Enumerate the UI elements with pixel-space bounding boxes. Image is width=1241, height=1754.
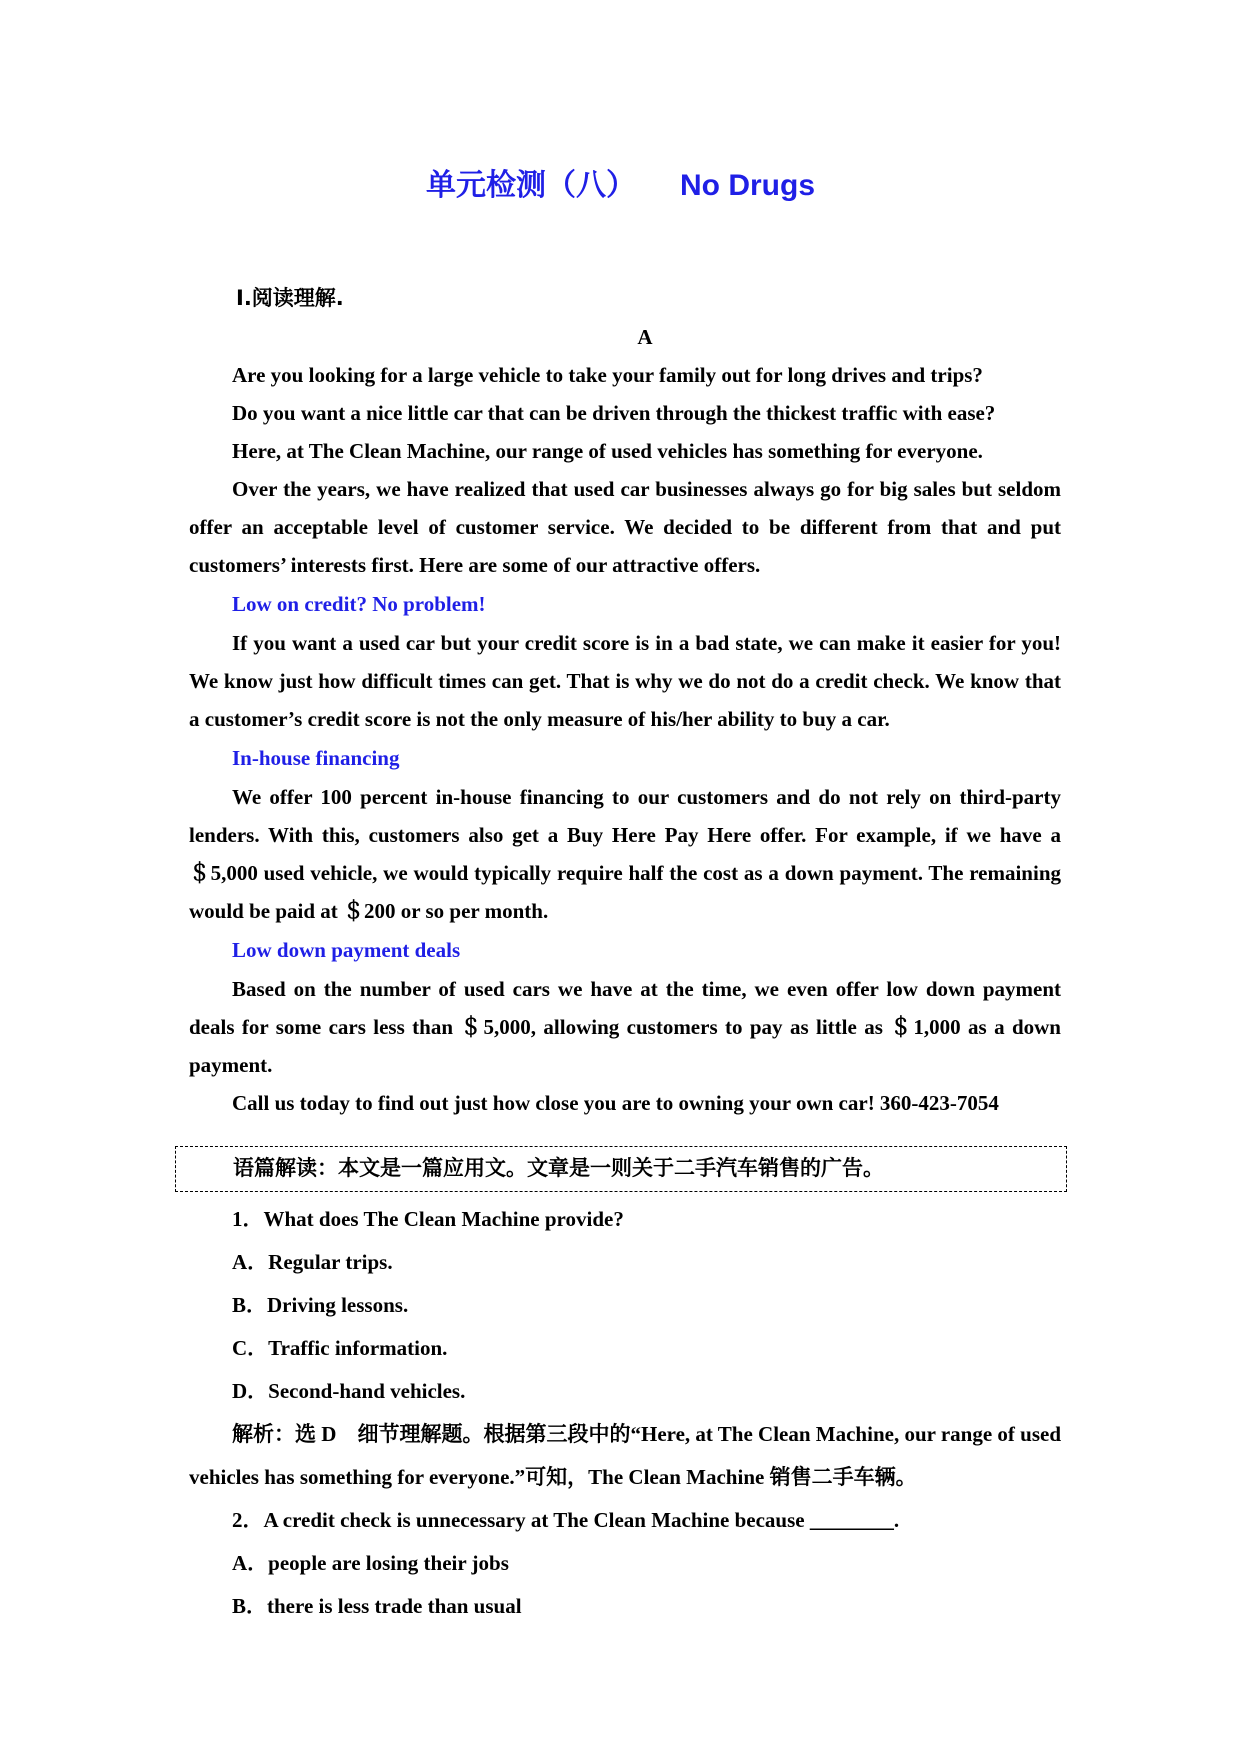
paragraph-8: Call us today to find out just how close you are to owning your own car! 360-423-7054 [232,1091,999,1115]
title-chinese: 单元检测（八） [426,168,636,203]
question-2-option-b: B．there is less trade than usual [232,1594,522,1618]
page-title [0,160,1241,204]
paragraph-5: If you want a used car but your credit score is in a bad state, we can make it easier for you! We know just how difficult times can get. That is why we do not do a credit check. We know that a customer’s credit score is not the only measure of his/her ability to buy a car. [189,631,1061,731]
analysis-label: 语篇解读： [233,1156,338,1180]
question-1-option-a: A．Regular trips. [232,1250,393,1274]
paragraph-4: Over the years, we have realized that used car businesses always go for big sales but seldom offer an acceptable level of customer service. We decided to be different from that and put customers’ interests first. Here are some of our attractive offers. [189,477,1061,577]
passage-label: A [637,325,653,349]
section-heading: Ⅰ.阅读理解. [236,286,344,310]
passage-analysis [233,1149,884,1187]
question-2-option-a: A．people are losing their jobs [232,1551,509,1575]
question-1-stem: 1．What does The Clean Machine provide? [232,1207,624,1231]
question-1-explanation [189,1413,1061,1499]
subheading-financing: In-house financing [232,746,400,770]
paragraph-6: We offer 100 percent in-house financing to our customers and do not rely on third-party lenders. With this, customers also get a Buy Here Pay Here offer. For example, if we have a ＄5,000 used vehicle, we would typically require half the cost as a down payment. The remaining would be paid at ＄200 or so per month. [189,785,1061,923]
explanation-label: 解析： [232,1422,296,1446]
passage-body [189,356,1061,1122]
explanation-text: 选 D 细节理解题。根据第三段中的“Here, at The Clean Machine, our range of used vehicles has something for everyone.”可知，The Clean Machine 销售二手车辆。 [189,1422,1061,1489]
paragraph-3: Here, at The Clean Machine, our range of used vehicles has something for everyone. [232,439,983,463]
paragraph-2: Do you want a nice little car that can be driven through the thickest traffic with ease? [232,401,996,425]
question-1-option-d: D．Second-hand vehicles. [232,1379,466,1403]
paragraph-1: Are you looking for a large vehicle to take your family out for long drives and trips? [232,363,983,387]
subheading-credit: Low on credit? No problem! [232,592,486,616]
paragraph-7: Based on the number of used cars we have at the time, we even offer low down payment deals for some cars less than ＄5,000, allowing customers to pay as little as ＄1,000 as a down payment. [189,977,1061,1077]
subheading-down-payment: Low down payment deals [232,938,461,962]
analysis-text: 本文是一篇应用文。文章是一则关于二手汽车销售的广告。 [338,1155,884,1180]
title-english: No Drugs [680,169,815,202]
question-1-option-b: B．Driving lessons. [232,1293,409,1317]
question-1-option-c: C．Traffic information. [232,1336,448,1360]
question-2-stem: 2．A credit check is unnecessary at The Clean Machine because ________. [232,1508,900,1532]
questions [189,1198,1061,1628]
